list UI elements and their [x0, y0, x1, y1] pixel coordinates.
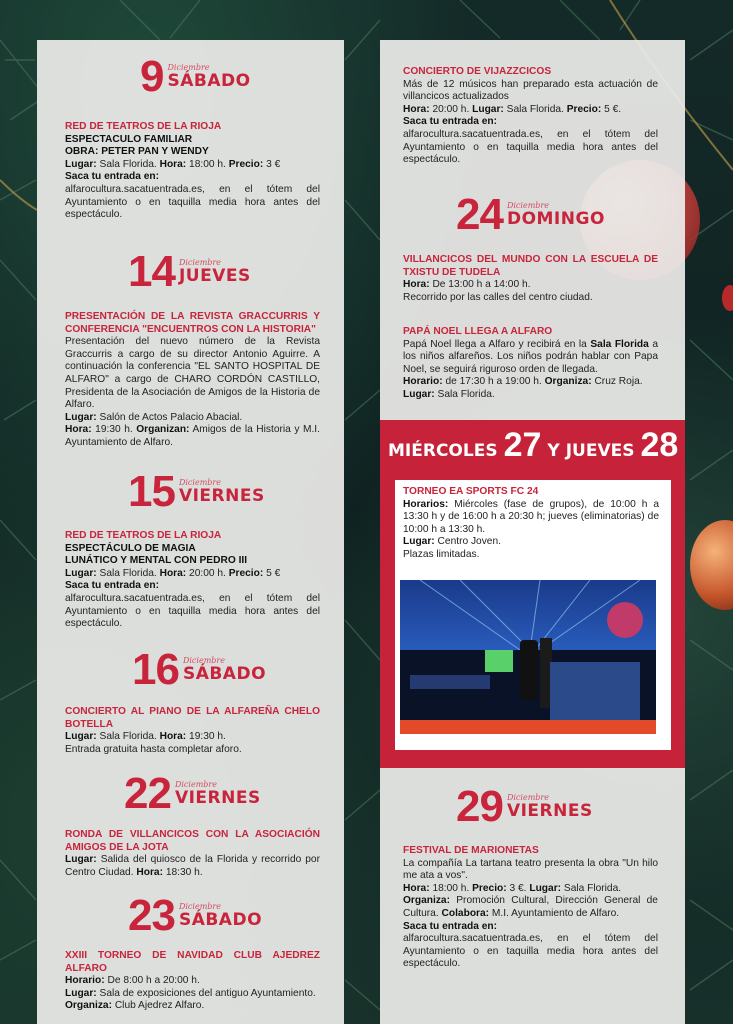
day-number: 16: [132, 645, 179, 694]
ticket-label: Saca tu entrada en:: [403, 116, 497, 128]
day-number: 24: [456, 190, 503, 239]
event-details: Lugar: Salida del quiosco de la Florida y recorrido por Centro Ciudad. Hora: 18:30 h.: [65, 854, 320, 878]
event-details: Horarios: Miércoles (fase de grupos), de 10:00 h a 13:30 h y de 16:00 h a 20:30 h; jueves (eliminatorias) de 10:00 h a 13:30 h.: [403, 498, 659, 535]
event-details: Hora: 18:00 h. Precio: 3 €. Lugar: Sala Florida.: [403, 882, 622, 894]
day-number: 29: [456, 782, 503, 831]
ticket-label: Saca tu entrada en:: [65, 580, 159, 592]
ticket-info: alfarocultura.sacatuentrada.es, en el tótem del Ayuntamiento o en taquilla media hora antes del espectáculo.: [65, 183, 320, 221]
date-heading-29: [456, 782, 593, 831]
month-label: Diciembre: [506, 201, 549, 210]
event-details: Horario: De 8:00 h a 20:00 h.: [65, 975, 200, 987]
date-heading-22: [124, 769, 261, 818]
date-heading-23: [128, 891, 263, 940]
event-ronda-villancicos: [65, 829, 320, 879]
event-magia: [65, 530, 320, 631]
event-title: CONCIERTO DE VIJAZZCICOS: [403, 66, 552, 77]
day-number: 23: [128, 891, 175, 940]
day-number: 27: [503, 426, 542, 464]
weekday-label: MIÉRCOLES: [388, 441, 498, 461]
event-subtitle: ESPECTÁCULO DE MAGIA: [65, 542, 196, 554]
event-note: Entrada gratuita hasta completar aforo.: [65, 743, 242, 755]
event-title: XXIII TORNEO DE NAVIDAD CLUB AJEDREZ ALFARO: [65, 950, 320, 974]
event-concierto-piano: [65, 706, 320, 756]
weekday-label: JUEVES: [565, 441, 635, 461]
event-title: VILLANCICOS DEL MUNDO CON LA ESCUELA DE TXISTU DE TUDELA: [403, 254, 658, 278]
date-heading-14: [128, 247, 251, 296]
event-details: Lugar: Centro Joven.: [403, 536, 501, 548]
event-title: RONDA DE VILLANCICOS CON LA ASOCIACIÓN AMIGOS DE LA JOTA: [65, 829, 320, 853]
event-torneo-ea-sports: [403, 486, 659, 562]
month-label: Diciembre: [174, 780, 217, 789]
event-note: Recorrido por las calles del centro ciudad.: [403, 291, 593, 303]
event-details: Lugar: Sala de exposiciones del antiguo Ayuntamiento.: [65, 987, 316, 999]
weekday-label: SÁBADO: [182, 664, 267, 684]
event-details: Hora: De 13:00 h a 14:00 h.: [403, 279, 531, 291]
weekday-label: VIERNES: [174, 788, 261, 808]
event-description: Más de 12 músicos han preparado esta actuación de villancicos actualizados: [403, 78, 658, 103]
event-title: RED DE TEATROS DE LA RIOJA: [65, 121, 222, 132]
event-vijazzcicos: [403, 66, 658, 167]
band-date-heading: [388, 426, 684, 465]
weekday-label: JUEVES: [178, 266, 251, 286]
month-label: Diciembre: [182, 656, 225, 665]
ticket-info: alfarocultura.sacatuentrada.es, en el tótem del Ayuntamiento o en taquilla media hora antes del espectáculo.: [403, 933, 658, 970]
day-number: 28: [640, 426, 679, 464]
red-bauble-small-decoration: [722, 285, 733, 311]
event-details: Organiza: Promoción Cultural, Dirección General de Cultura. Colabora: M.I. Ayuntamiento de Alfaro.: [403, 895, 658, 919]
event-papa-noel: [403, 326, 658, 402]
month-label: Diciembre: [178, 258, 221, 267]
event-torneo-ajedrez: [65, 950, 320, 1013]
event-title: RED DE TEATROS DE LA RIOJA: [65, 530, 222, 541]
ticket-info: alfarocultura.sacatuentrada.es, en el tótem del Ayuntamiento o en taquilla media hora antes del espectáculo.: [65, 592, 320, 630]
weekday-label: VIERNES: [178, 486, 265, 506]
event-title: TORNEO EA SPORTS FC 24: [403, 486, 539, 497]
event-title: FESTIVAL DE MARIONETAS: [403, 845, 539, 856]
event-details: Lugar: Sala Florida. Hora: 18:00 h. Precio: 3 €: [65, 158, 281, 170]
event-title: PRESENTACIÓN DE LA REVISTA GRACCURRIS Y CONFERENCIA "ENCUENTROS CON LA HISTORIA": [65, 311, 320, 335]
weekday-label: SÁBADO: [167, 71, 251, 91]
day-number: 15: [128, 467, 175, 516]
event-subtitle: LUNÁTICO Y MENTAL CON PEDRO III: [65, 555, 248, 567]
date-heading-15: [128, 467, 265, 516]
event-villancicos-mundo: [403, 254, 658, 304]
event-description: Papá Noel llega a Alfaro y recibirá en la Sala Florida a los niños alfareños. Los niños podrán hablar con Papa Noel, se seguirá riguroso orden de llegada.: [403, 338, 658, 375]
esports-arena-photo: [400, 580, 656, 734]
month-label: Diciembre: [506, 793, 549, 802]
event-details: Lugar: Salón de Actos Palacio Abacial.: [65, 411, 243, 423]
event-peter-pan: [65, 121, 320, 222]
event-subtitle: ESPECTACULO FAMILIAR: [65, 133, 193, 145]
month-label: Diciembre: [178, 478, 221, 487]
event-details: Lugar: Sala Florida. Hora: 19:30 h.: [65, 731, 226, 743]
month-label: Diciembre: [178, 902, 221, 911]
date-heading-24: [456, 190, 605, 239]
weekday-label: SÁBADO: [178, 910, 263, 930]
event-details: Organiza: Club Ajedrez Alfaro.: [65, 1000, 205, 1012]
event-title: CONCIERTO AL PIANO DE LA ALFAREÑA CHELO BOTELLA: [65, 706, 320, 730]
weekday-label: VIERNES: [506, 801, 593, 821]
ticket-label: Saca tu entrada en:: [65, 171, 159, 183]
event-note: Plazas limitadas.: [403, 548, 480, 560]
event-details: Horario: de 17:30 h a 19:00 h. Organiza: Cruz Roja.: [403, 376, 643, 388]
event-title: PAPÁ NOEL LLEGA A ALFARO: [403, 326, 553, 337]
event-description: Presentación del nuevo número de la Revista Graccurris a cargo de su director Antonio Aguirre. A continuación la conferencia "EL SANTO HOSPITAL DE ALFARO" a cargo de CHARO CORDÓN CASTILLO, Presidenta de la Asociación de Amigos de la Historia de Alfaro.: [65, 336, 320, 411]
event-details: Hora: 20:00 h. Lugar: Sala Florida. Precio: 5 €.: [403, 103, 622, 115]
day-number: 22: [124, 769, 171, 818]
date-heading-9: [140, 52, 251, 101]
event-details: Lugar: Sala Florida. Hora: 20:00 h. Precio: 5 €: [65, 567, 281, 579]
event-revista-graccurris: [65, 311, 320, 450]
ticket-info: alfarocultura.sacatuentrada.es, en el tótem del Ayuntamiento o en taquilla media hora antes del espectáculo.: [403, 128, 658, 166]
day-number: 14: [128, 247, 175, 296]
event-details: Hora: 19:30 h. Organizan: Amigos de la Historia y M.I. Ayuntamiento de Alfaro.: [65, 424, 320, 448]
month-label: Diciembre: [167, 63, 210, 72]
event-description: La compañía La tartana teatro presenta la obra "Un hilo me ata a vos".: [403, 857, 658, 882]
event-subtitle: OBRA: PETER PAN Y WENDY: [65, 146, 209, 158]
date-heading-16: [132, 645, 267, 694]
day-number: 9: [140, 52, 164, 101]
event-details: Lugar: Sala Florida.: [403, 388, 495, 400]
ticket-label: Saca tu entrada en:: [403, 920, 497, 932]
conjunction-label: Y: [547, 441, 560, 461]
weekday-label: DOMINGO: [506, 209, 605, 229]
event-festival-marionetas: [403, 845, 658, 971]
